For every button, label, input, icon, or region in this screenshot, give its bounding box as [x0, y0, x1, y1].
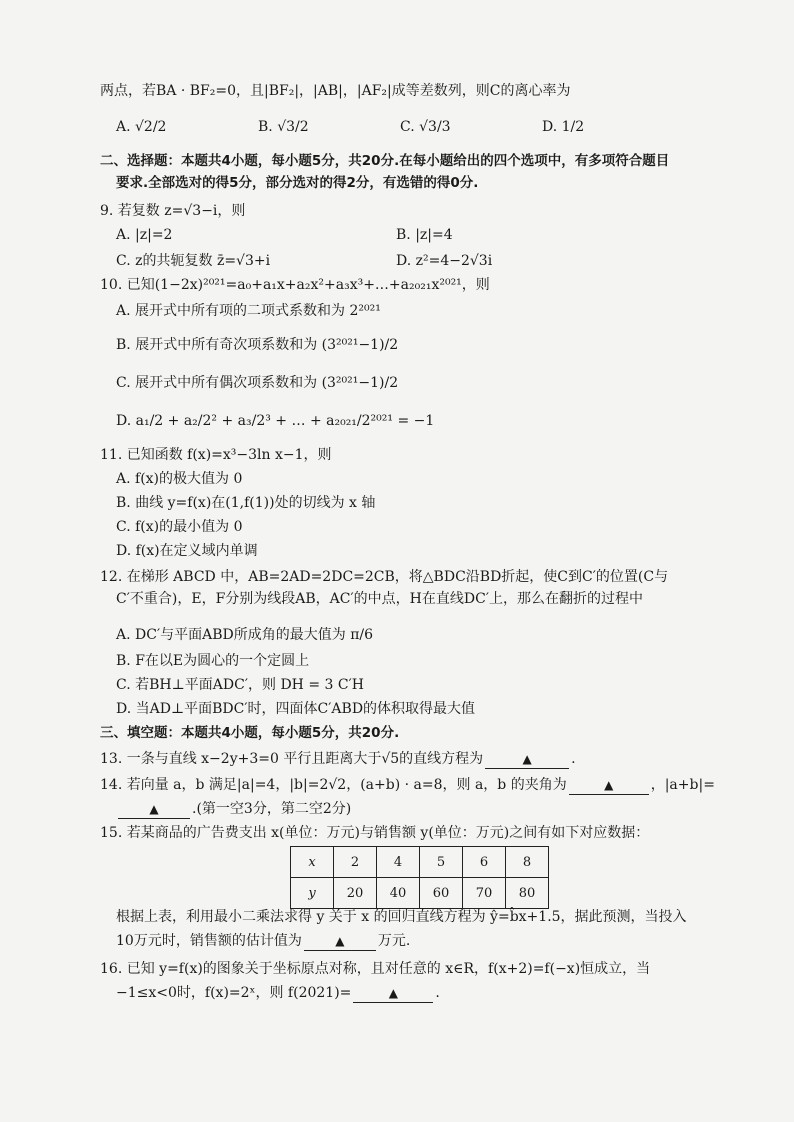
q11-option-b: B. 曲线 y=f(x)在(1,f(1))处的切线为 x 轴	[116, 495, 376, 511]
table-cell: 6	[463, 847, 506, 878]
table-cell: 8	[506, 847, 549, 878]
triangle-marker-icon: ▲	[522, 752, 532, 766]
q8-stem-tail: 两点，若BA · BF₂=0，且|BF₂|，|AB|，|AF₂|成等差数列，则C的离心率为	[100, 83, 571, 99]
q13	[100, 748, 734, 770]
q10-option-d: D. a₁/2 + a₂/2² + a₃/2³ + … + a₂₀₂₁/2²⁰²¹ = −1	[116, 413, 435, 429]
q14-line1	[100, 774, 734, 796]
q10-option-a: A. 展开式中所有项的二项式系数和为 2²⁰²¹	[116, 303, 381, 319]
table-cell: 20	[334, 878, 377, 909]
q12-option-c: C. 若BH⊥平面ADC′，则 DH = 3 C′H	[116, 677, 364, 693]
table-cell: 5	[420, 847, 463, 878]
q9-option-b: B. |z|=4	[396, 227, 453, 243]
q8-options	[116, 116, 734, 138]
q15-stem: 15. 若某商品的广告费支出 x(单位：万元)与销售额 y(单位：万元)之间有如下对应数据：	[100, 825, 650, 841]
q11-stem: 11. 已知函数 f(x)=x³−3ln x−1，则	[100, 447, 332, 463]
q9-option-a: A. |z|=2	[116, 227, 173, 243]
q14-mid: ，|a+b|=	[650, 777, 715, 793]
triangle-marker-icon: ▲	[335, 934, 345, 948]
q12-stem-line1: 12. 在梯形 ABCD 中，AB=2AD=2DC=2CB，将△BDC沿BD折起，使C到C′的位置(C与	[100, 569, 669, 585]
q9-option-d: D. z²=4−2√3i	[396, 253, 493, 269]
q10-option-b: B. 展开式中所有奇次项系数和为 (3²⁰²¹−1)/2	[116, 337, 399, 353]
q12-option-b: B. F在以E为圆心的一个定圆上	[116, 653, 310, 669]
table-cell: 2	[334, 847, 377, 878]
table-row	[291, 878, 549, 909]
q16-line2	[116, 982, 734, 1004]
triangle-marker-icon: ▲	[149, 802, 159, 816]
q10-option-c: C. 展开式中所有偶次项系数和为 (3²⁰²¹−1)/2	[116, 375, 399, 391]
section3-heading: 三、填空题：本题共4小题，每小题5分，共20分.	[100, 725, 400, 741]
table-cell: 4	[377, 847, 420, 878]
table-cell: 80	[506, 878, 549, 909]
section2-heading-line1: 二、选择题：本题共4小题，每小题5分，共20分.在每小题给出的四个选项中，有多项符合题目	[100, 153, 670, 169]
triangle-marker-icon: ▲	[604, 778, 614, 792]
table-cell: 70	[463, 878, 506, 909]
triangle-marker-icon: ▲	[388, 986, 398, 1000]
table-row	[291, 847, 549, 878]
q8-option-a: A. √2/2	[116, 119, 167, 135]
q14-answer-blank-1[interactable]	[569, 776, 649, 795]
q8-option-c: C. √3/3	[400, 119, 451, 135]
q13-end: .	[571, 751, 576, 767]
table-header-y: y	[291, 878, 334, 909]
q16-end: .	[435, 985, 440, 1001]
section2-heading-line2: 要求.全部选对的得5分，部分选对的得2分，有选错的得0分.	[116, 175, 479, 191]
q13-text: 13. 一条与直线 x−2y+3=0 平行且距离大于√5的直线方程为	[100, 751, 484, 767]
q14-end: .(第一空3分，第二空2分)	[192, 801, 352, 817]
q10-stem: 10. 已知(1−2x)²⁰²¹=a₀+a₁x+a₂x²+a₃x³+…+a₂₀₂₁x²⁰²¹，则	[100, 277, 490, 293]
q14-answer-blank-2[interactable]	[118, 800, 190, 819]
q15-after-text: 10万元时，销售额的估计值为	[116, 933, 302, 949]
q11-option-a: A. f(x)的极大值为 0	[116, 471, 243, 487]
table-cell: 60	[420, 878, 463, 909]
q15-after-end: 万元.	[377, 933, 411, 949]
q11-option-c: C. f(x)的最小值为 0	[116, 519, 243, 535]
q15-after-line1: 根据上表，利用最小二乘法求得 y 关于 x 的回归直线方程为 ŷ=b̂x+1.5，据此预测，当投入	[116, 909, 687, 925]
q16-line1: 16. 已知 y=f(x)的图象关于坐标原点对称，且对任意的 x∈R，f(x+2)=f(−x)恒成立，当	[100, 961, 651, 977]
q8-option-d: D. 1/2	[542, 119, 585, 135]
q9-options-row2	[116, 250, 734, 272]
q9-option-c: C. z的共轭复数 z̄=√3+i	[116, 253, 271, 269]
q12-option-d: D. 当AD⊥平面BDC′时，四面体C′ABD的体积取得最大值	[116, 701, 476, 717]
q14-text: 14. 若向量 a，b 满足|a|=4，|b|=2√2，(a+b) · a=8，则 a，b 的夹角为	[100, 777, 567, 793]
q12-stem-line2: C′不重合)，E，F分别为线段AB，AC′的中点，H在直线DC′上，那么在翻折的过程中	[116, 591, 644, 607]
table-cell: 40	[377, 878, 420, 909]
q12-option-a: A. DC′与平面ABD所成角的最大值为 π/6	[116, 627, 374, 643]
q15-after-line2	[116, 930, 734, 952]
q16-text: −1≤x<0时，f(x)=2ˣ，则 f(2021)=	[116, 985, 352, 1001]
q16-answer-blank[interactable]	[353, 984, 433, 1003]
q11-option-d: D. f(x)在定义域内单调	[116, 543, 258, 559]
q9-options-row1	[116, 224, 734, 246]
q15-answer-blank[interactable]	[304, 932, 376, 951]
q13-answer-blank[interactable]	[485, 750, 569, 769]
table-header-x: x	[291, 847, 334, 878]
q9-stem: 9. 若复数 z=√3−i，则	[100, 203, 246, 219]
q8-option-b: B. √3/2	[258, 119, 309, 135]
q14-line2	[116, 798, 734, 820]
q15-data-table	[290, 846, 549, 909]
